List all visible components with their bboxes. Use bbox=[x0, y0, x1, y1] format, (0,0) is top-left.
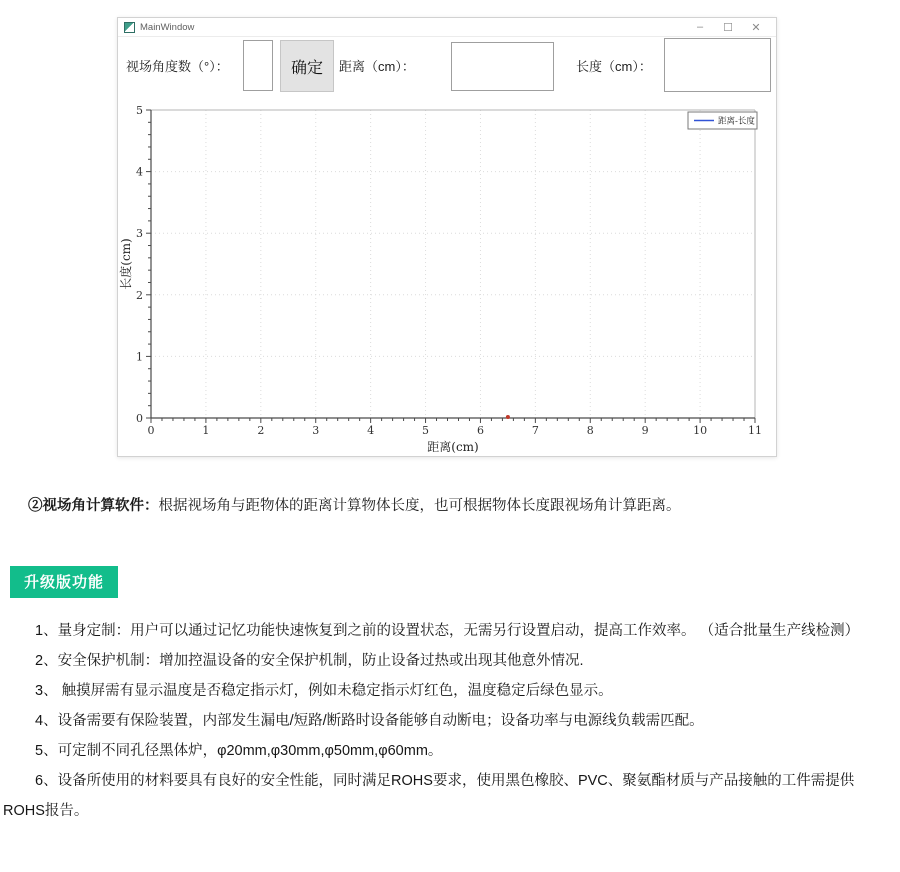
list-item: 4、设备需要有保险装置，内部发生漏电/短路/断路时设备能够自动断电；设备功率与电源线负载需匹配。 bbox=[35, 713, 704, 729]
length-input[interactable] bbox=[664, 38, 771, 92]
fov-input[interactable] bbox=[243, 40, 273, 91]
upgraded-features-badge: 升级版功能 bbox=[10, 566, 118, 598]
close-icon[interactable]: ✕ bbox=[751, 21, 761, 34]
svg-text:距离(cm): 距离(cm) bbox=[427, 440, 479, 454]
svg-text:10: 10 bbox=[693, 424, 708, 437]
distance-label: 距离（cm）： bbox=[339, 59, 415, 74]
software-description bbox=[28, 496, 888, 516]
list-item: 5、可定制不同孔径黑体炉，φ20mm,φ30mm,φ50mm,φ60mm。 bbox=[35, 743, 443, 759]
titlebar[interactable] bbox=[118, 18, 776, 37]
svg-text:长度(cm): 长度(cm) bbox=[119, 238, 133, 290]
svg-text:距离-长度: 距离-长度 bbox=[718, 116, 755, 127]
maximize-icon[interactable]: ☐ bbox=[723, 21, 733, 34]
minimize-icon[interactable]: – bbox=[696, 21, 704, 33]
svg-text:0: 0 bbox=[147, 424, 155, 437]
main-window bbox=[117, 17, 777, 457]
svg-text:4: 4 bbox=[367, 424, 375, 437]
chart-canvas bbox=[118, 94, 776, 458]
svg-text:6: 6 bbox=[476, 424, 484, 437]
distance-input[interactable] bbox=[451, 42, 554, 91]
list-item: 6、设备所使用的材料要具有良好的安全性能，同时满足ROHS要求，使用黑色橡胶、PVC、聚氨酯材质与产品接触的工件需提供 bbox=[35, 773, 855, 789]
list-item: 1、量身定制：用户可以通过记忆功能快速恢复到之前的设置状态，无需另行设置启动，提高工作效率。 （适合批量生产线检测） bbox=[35, 623, 860, 639]
description-bold: ②视场角计算软件： bbox=[28, 498, 159, 514]
svg-text:0: 0 bbox=[136, 412, 143, 425]
list-item: 3、 触摸屏需有显示温度是否稳定指示灯，例如未稳定指示灯红色，温度稳定后绿色显示。 bbox=[35, 683, 613, 699]
svg-text:5: 5 bbox=[136, 104, 143, 117]
feature-list bbox=[0, 621, 890, 831]
svg-text:2: 2 bbox=[136, 288, 143, 302]
svg-text:1: 1 bbox=[136, 350, 143, 364]
app-icon bbox=[124, 22, 135, 33]
window-controls bbox=[686, 19, 770, 36]
list-item: 2、安全保护机制：增加控温设备的安全保护机制，防止设备过热或出现其他意外情况. bbox=[35, 653, 584, 669]
window-title: MainWindow bbox=[140, 21, 195, 33]
list-item: ROHS报告。 bbox=[3, 803, 89, 819]
svg-text:7: 7 bbox=[531, 424, 539, 437]
length-label: 长度（cm）： bbox=[576, 59, 652, 74]
svg-text:4: 4 bbox=[136, 165, 143, 179]
confirm-button[interactable]: 确定 bbox=[280, 40, 334, 92]
distance-length-chart bbox=[118, 94, 776, 458]
svg-text:11: 11 bbox=[748, 424, 762, 437]
svg-text:3: 3 bbox=[312, 424, 320, 437]
description-text: 根据视场角与距物体的距离计算物体长度，也可根据物体长度跟视场角计算距离。 bbox=[158, 498, 681, 514]
svg-text:3: 3 bbox=[136, 227, 143, 241]
svg-text:5: 5 bbox=[422, 424, 430, 437]
svg-text:2: 2 bbox=[257, 424, 265, 437]
fov-label: 视场角度数（°）： bbox=[126, 59, 229, 74]
svg-text:8: 8 bbox=[586, 424, 594, 437]
svg-text:9: 9 bbox=[641, 424, 649, 437]
svg-text:1: 1 bbox=[202, 424, 210, 437]
